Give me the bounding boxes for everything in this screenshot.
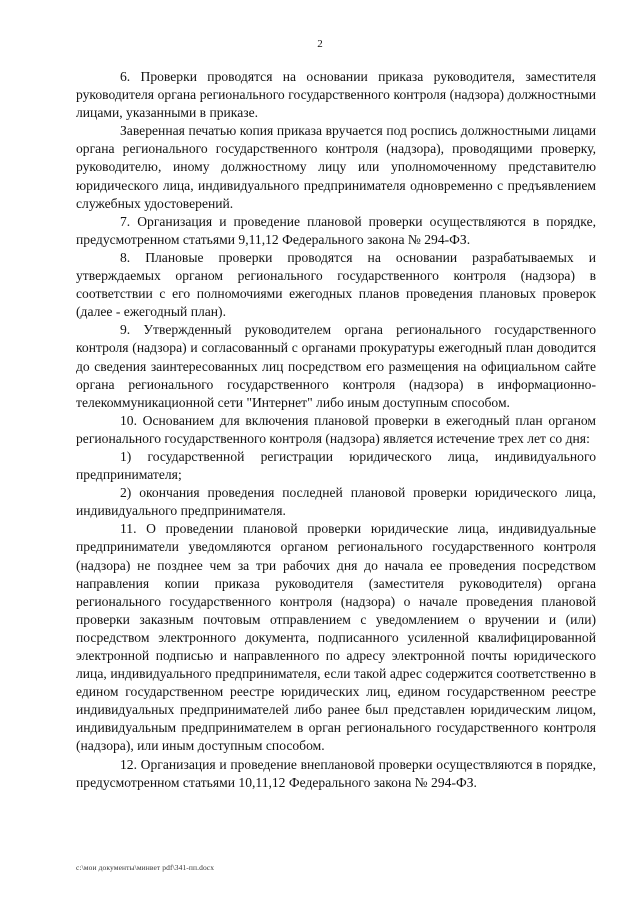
paragraph-11: 11. О проведении плановой проверки юридические лица, индивидуальные предприниматели уведомляются органом регионального государственного контроля (надзора) не позднее чем за три рабочих дня до начала ее проведения посредством направления копии приказа руководителя (заместителя руководителя) органа регионального государственного контроля (надзора) о начале проведения плановой проверки заказным почтовым отправлением с уведомлением о вручении и (или) посредством электронного документа, подписанного усиленной квалифицированной электронной подписью и направленного по адресу электронной почты юридического лица, индивидуального предпринимателя, если такой адрес содержится соответственно в едином государственном реестре юридических лиц, едином государственном реестре индивидуальных предпринимателей либо ранее был представлен юридическим лицом, индивидуальным предпринимателем в орган регионального государственного контроля (надзора), или иным доступным способом. [76, 521, 596, 754]
document-body [76, 68, 596, 792]
paragraph-10-item-2: 2) окончания проведения последней плановой проверки юридического лица, индивидуального предпринимателя. [76, 485, 596, 519]
paragraph-10: 10. Основанием для включения плановой проверки в ежегодный план органом регионального государственного контроля (надзора) является истечение трех лет со дня: [76, 412, 596, 446]
paragraph-10-item-1: 1) государственной регистрации юридического лица, индивидуального предпринимателя; [76, 448, 596, 483]
paragraph-9: 9. Утвержденный руководителем органа регионального государственного контроля (надзора) и согласованный с органами прокуратуры ежегодный план доводится до сведения заинтересованных лиц посредством его размещения на официальном сайте органа регионального государственного контроля (надзора) в информационно-телекоммуникационной сети "Интернет" либо иным доступным способом. [76, 322, 596, 410]
paragraph-12: 12. Организация и проведение внеплановой проверки осуществляются в порядке, предусмотренном статьями 10,11,12 Федерального закона № 294-ФЗ. [76, 756, 596, 790]
paragraph-7: 7. Организация и проведение плановой проверки осуществляются в порядке, предусмотренном статьями 9,11,12 Федерального закона № 294-ФЗ. [76, 213, 596, 247]
footer-file-path: c:\мои документы\минвет pdf\341-пп.docx [76, 863, 215, 872]
page-number: 2 [317, 38, 323, 50]
paragraph-6: 6. Проверки проводятся на основании приказа руководителя, заместителя руководителя органа регионального государственного контроля (надзора) должностными лицами, указанными в приказе. [76, 69, 596, 121]
paragraph-8: 8. Плановые проверки проводятся на основании разрабатываемых и утверждаемых органом регионального государственного контроля (надзора) в соответствии с его полномочиями ежегодных планов проведения плановых проверок (далее - ежегодный план). [76, 249, 596, 320]
paragraph-certified-copy: Заверенная печатью копия приказа вручается под роспись должностными лицами органа регионального государственного контроля (надзора), проводящими проверку, руководителю, иному должностному лицу или уполномоченному представителю юридического лица, индивидуального предпринимателя одновременно с предъявлением служебных удостоверений. [76, 123, 596, 211]
